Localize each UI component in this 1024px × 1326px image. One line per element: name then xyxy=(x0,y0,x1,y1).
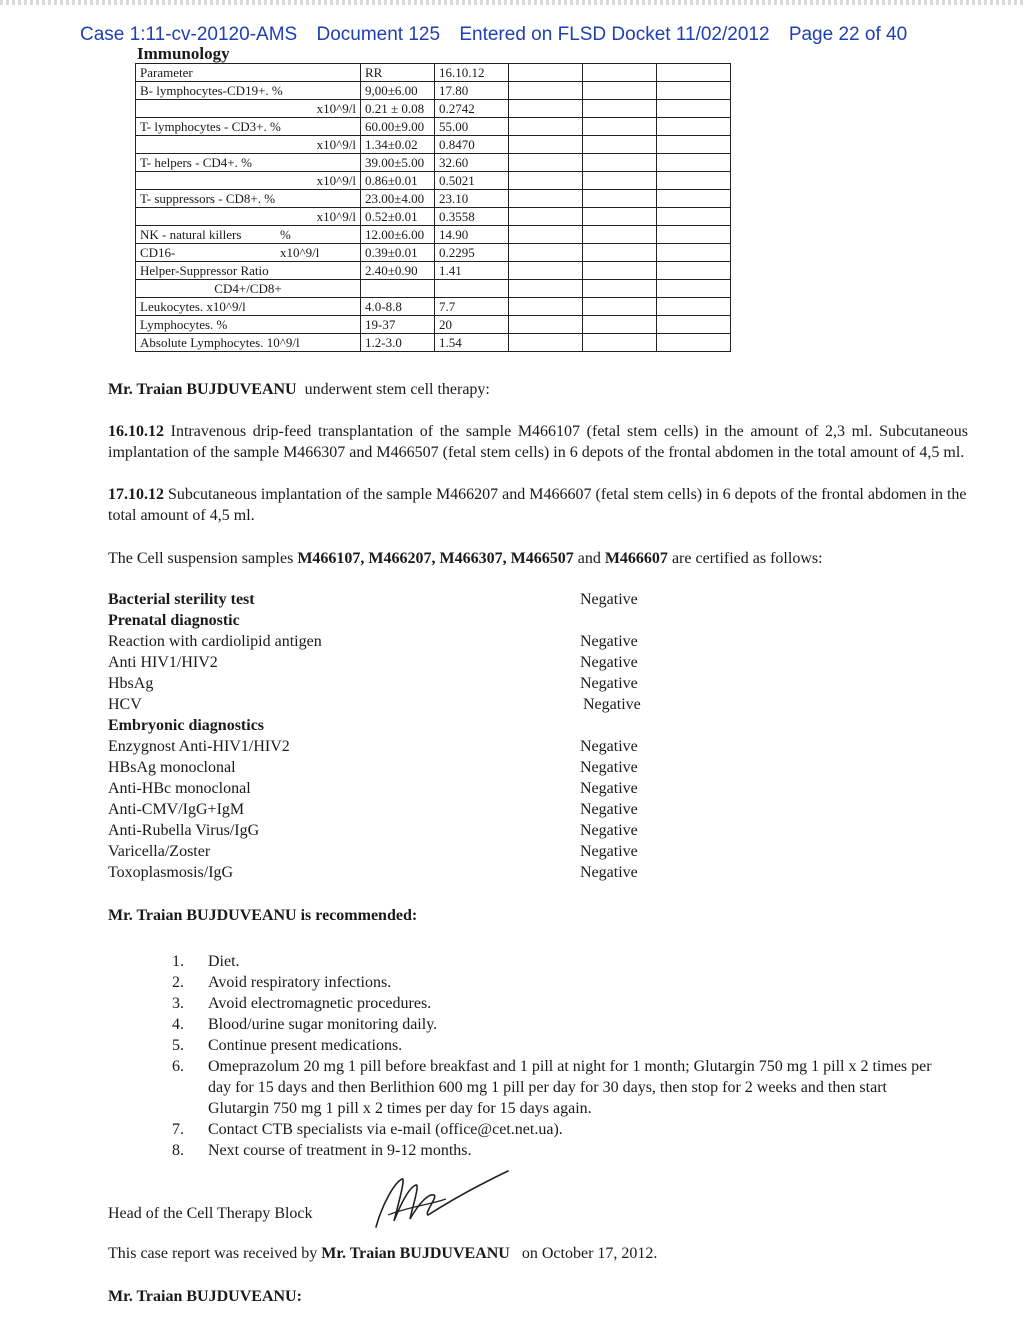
value-cell: 23.10 xyxy=(435,190,509,208)
empty-cell xyxy=(657,190,731,208)
empty-cell xyxy=(657,316,731,334)
list-item xyxy=(172,1035,932,1056)
param-label: CD16- xyxy=(140,245,176,260)
empty-cell xyxy=(583,244,657,262)
param-cell: Helper-Suppressor Ratio xyxy=(136,262,361,280)
list-text: Avoid electromagnetic procedures. xyxy=(208,995,432,1012)
list-number: 3. xyxy=(172,995,184,1012)
param-cell: B- lymphocytes-CD19+. % xyxy=(136,82,361,100)
empty-cell xyxy=(509,118,583,136)
empty-cell xyxy=(509,190,583,208)
head-of-block: Head of the Cell Therapy Block xyxy=(108,1205,313,1222)
list-item xyxy=(172,972,932,993)
table-row xyxy=(136,100,731,118)
table-row xyxy=(136,208,731,226)
empty-cell xyxy=(583,100,657,118)
cert-prefix: The Cell suspension samples xyxy=(108,550,294,567)
test-name: Enzygnost Anti-HIV1/HIV2 xyxy=(108,738,290,755)
empty-cell xyxy=(583,118,657,136)
list-number: 4. xyxy=(172,1016,184,1033)
table-row xyxy=(136,298,731,316)
patient-name: Mr. Traian BUJDUVEANU xyxy=(108,381,297,398)
list-text: Blood/urine sugar monitoring daily. xyxy=(208,1016,438,1033)
therapy-text-1: Intravenous drip-feed transplantation of the sample M466107 (fetal stem cells) in the amount of 2,3 ml. Subcutaneous implantation of the sample M466307 and M466507 (fetal stem cells) in 6 depots of the frontal abdomen in the total amount of 4,5 ml. xyxy=(108,423,968,461)
rr-cell: 1.2-3.0 xyxy=(361,334,435,352)
rr-cell: 0.21 ± 0.08 xyxy=(361,100,435,118)
cert-last-sample: M466607 xyxy=(604,550,668,567)
empty-cell xyxy=(657,82,731,100)
rr-cell: 0.86±0.01 xyxy=(361,172,435,190)
empty-cell xyxy=(657,154,731,172)
empty-cell xyxy=(583,280,657,298)
empty-cell xyxy=(657,136,731,154)
table-row xyxy=(136,316,731,334)
empty-cell xyxy=(657,298,731,316)
rr-cell: 19-37 xyxy=(361,316,435,334)
param-cell xyxy=(136,244,361,262)
empty-cell xyxy=(509,226,583,244)
value-cell: 0.8470 xyxy=(435,136,509,154)
param-cell: T- helpers - CD4+. % xyxy=(136,154,361,172)
list-number: 2. xyxy=(172,974,184,991)
rr-cell xyxy=(361,280,435,298)
empty-cell xyxy=(583,172,657,190)
col-parameter: Parameter xyxy=(136,64,361,82)
list-item xyxy=(172,951,932,972)
empty-cell xyxy=(657,226,731,244)
param-unit: % xyxy=(280,227,291,242)
param-cell xyxy=(136,226,361,244)
empty-cell xyxy=(657,208,731,226)
certification-line xyxy=(108,548,968,569)
list-number: 1. xyxy=(172,953,184,970)
rr-cell: 1.34±0.02 xyxy=(361,136,435,154)
test-result: Negative xyxy=(580,654,638,671)
list-item xyxy=(172,1014,932,1035)
case-number: Case 1:11-cv-20120-AMS xyxy=(80,24,298,45)
table-row xyxy=(136,280,731,298)
table-row xyxy=(136,136,731,154)
court-header xyxy=(80,24,960,46)
param-cell: Leukocytes. x10^9/l xyxy=(136,298,361,316)
closing-name: Mr. Traian BUJDUVEANU: xyxy=(108,1288,302,1305)
list-text: Next course of treatment in 9-12 months. xyxy=(208,1142,472,1159)
therapy-intro xyxy=(108,379,968,400)
value-cell: 32.60 xyxy=(435,154,509,172)
param-cell: T- lymphocytes - CD3+. % xyxy=(136,118,361,136)
rr-cell: 2.40±0.90 xyxy=(361,262,435,280)
test-result: Negative xyxy=(580,822,638,839)
therapy-date-1: 16.10.12 xyxy=(108,423,164,440)
empty-cell xyxy=(583,316,657,334)
table-row xyxy=(136,226,731,244)
empty-cell xyxy=(657,118,731,136)
empty-cell xyxy=(509,334,583,352)
test-result: Negative xyxy=(580,759,638,776)
received-suffix: on October 17, 2012. xyxy=(521,1245,658,1262)
empty-cell xyxy=(509,100,583,118)
therapy-day-2 xyxy=(108,484,968,526)
value-cell: 55.00 xyxy=(435,118,509,136)
test-name: Anti-CMV/IgG+IgM xyxy=(108,801,245,818)
recommendations-list xyxy=(172,951,932,1161)
test-result: Negative xyxy=(580,675,638,692)
immunology-table xyxy=(135,63,731,352)
test-name: HBsAg monoclonal xyxy=(108,759,236,776)
list-number: 7. xyxy=(172,1121,184,1138)
empty-cell xyxy=(657,280,731,298)
param-cell: x10^9/l xyxy=(136,136,361,154)
list-text: Avoid respiratory infections. xyxy=(208,974,392,991)
cert-samples: M466107, M466207, M466307, M466507 xyxy=(297,550,574,567)
test-result: Negative xyxy=(583,696,641,713)
empty-cell xyxy=(509,136,583,154)
param-cell: CD4+/CD8+ xyxy=(136,280,361,298)
embryonic-label: Embryonic diagnostics xyxy=(108,717,265,734)
rr-cell: 60.00±9.00 xyxy=(361,118,435,136)
therapy-date-2: 17.10.12 xyxy=(108,486,164,503)
value-cell: 20 xyxy=(435,316,509,334)
list-item xyxy=(172,1056,932,1119)
list-item xyxy=(172,993,932,1014)
list-number: 5. xyxy=(172,1037,184,1054)
table-row xyxy=(136,244,731,262)
value-cell: 7.7 xyxy=(435,298,509,316)
table-row xyxy=(136,262,731,280)
value-cell: 0.2742 xyxy=(435,100,509,118)
therapy-day-1 xyxy=(108,421,968,463)
value-cell xyxy=(435,280,509,298)
empty-cell xyxy=(657,244,731,262)
list-item xyxy=(172,1119,932,1140)
list-text: Omeprazolum 20 mg 1 pill before breakfast and 1 pill at night for 1 month; Glutargin 750 mg 1 pill x 2 times per day for 15 days and then Berlithion 600 mg 1 pill per day for 30 days, then stop for 2 weeks and then start Glutargin 750 mg 1 pill x 2 times per day for 15 days again. xyxy=(208,1058,932,1117)
table-row xyxy=(136,172,731,190)
value-cell: 1.41 xyxy=(435,262,509,280)
immunology-title: Immunology xyxy=(137,44,230,63)
scan-edge-line xyxy=(0,0,1024,5)
cert-suffix: are certified as follows: xyxy=(671,550,823,567)
col-date: 16.10.12 xyxy=(435,64,509,82)
test-name: Anti-Rubella Virus/IgG xyxy=(108,822,260,839)
test-result: Negative xyxy=(580,864,638,881)
list-text: Contact CTB specialists via e-mail (office@cet.net.ua). xyxy=(208,1121,563,1138)
bacterial-label: Bacterial sterility test xyxy=(108,591,255,608)
empty-cell xyxy=(509,154,583,172)
empty-cell xyxy=(583,136,657,154)
param-cell: Absolute Lymphocytes. 10^9/l xyxy=(136,334,361,352)
rr-cell: 0.39±0.01 xyxy=(361,244,435,262)
recommendations-title: Mr. Traian BUJDUVEANU is recommended: xyxy=(108,907,418,924)
list-number: 6. xyxy=(172,1058,184,1075)
empty-cell xyxy=(509,82,583,100)
list-item xyxy=(172,1140,932,1161)
empty-cell xyxy=(657,334,731,352)
document-number: Document 125 xyxy=(316,24,441,45)
test-result: Negative xyxy=(580,738,638,755)
test-result: Negative xyxy=(580,801,638,818)
rr-cell: 12.00±6.00 xyxy=(361,226,435,244)
test-name: Anti HIV1/HIV2 xyxy=(108,654,218,671)
empty-cell xyxy=(509,262,583,280)
table-row xyxy=(136,190,731,208)
empty-cell xyxy=(509,280,583,298)
table-row xyxy=(136,82,731,100)
table-row xyxy=(136,118,731,136)
empty-cell xyxy=(583,154,657,172)
table-row xyxy=(136,334,731,352)
empty-cell xyxy=(583,82,657,100)
empty-cell xyxy=(657,172,731,190)
test-name: Anti-HBc monoclonal xyxy=(108,780,251,797)
empty-cell xyxy=(509,172,583,190)
test-result: Negative xyxy=(580,843,638,860)
value-cell: 0.5021 xyxy=(435,172,509,190)
empty-cell xyxy=(583,190,657,208)
param-cell: x10^9/l xyxy=(136,100,361,118)
empty-cell xyxy=(583,298,657,316)
empty-cell xyxy=(657,64,731,82)
value-cell: 14.90 xyxy=(435,226,509,244)
test-name: Toxoplasmosis/IgG xyxy=(108,864,234,881)
rr-cell: 4.0-8.8 xyxy=(361,298,435,316)
prenatal-label: Prenatal diagnostic xyxy=(108,612,240,629)
rr-cell: 23.00±4.00 xyxy=(361,190,435,208)
received-line xyxy=(108,1245,657,1263)
received-prefix: This case report was received by xyxy=(108,1245,318,1262)
test-name: HbsAg xyxy=(108,675,154,692)
empty-cell xyxy=(509,208,583,226)
value-cell: 17.80 xyxy=(435,82,509,100)
param-cell: T- suppressors - CD8+. % xyxy=(136,190,361,208)
therapy-text-2: Subcutaneous implantation of the sample M466207 and M466607 (fetal stem cells) in 6 depots of the frontal abdomen in the total amount of 4,5 ml. xyxy=(108,486,967,524)
rr-cell: 39.00±5.00 xyxy=(361,154,435,172)
empty-cell xyxy=(509,64,583,82)
list-number: 8. xyxy=(172,1142,184,1159)
empty-cell xyxy=(509,316,583,334)
param-cell: x10^9/l xyxy=(136,172,361,190)
empty-cell xyxy=(657,100,731,118)
empty-cell xyxy=(583,334,657,352)
therapy-intro-text: underwent stem cell therapy: xyxy=(304,381,490,398)
docket-entry: Entered on FLSD Docket 11/02/2012 xyxy=(459,24,770,45)
signature-icon xyxy=(368,1165,518,1235)
value-cell: 0.3558 xyxy=(435,208,509,226)
cert-and: and xyxy=(577,550,601,567)
empty-cell xyxy=(657,262,731,280)
value-cell: 1.54 xyxy=(435,334,509,352)
param-unit: x10^9/l xyxy=(280,245,320,260)
page-number: Page 22 of 40 xyxy=(788,24,908,45)
empty-cell xyxy=(583,208,657,226)
rr-cell: 9,00±6.00 xyxy=(361,82,435,100)
empty-cell xyxy=(583,64,657,82)
list-text: Diet. xyxy=(208,953,240,970)
test-name: Varicella/Zoster xyxy=(108,843,211,860)
table-row xyxy=(136,154,731,172)
bacterial-result: Negative xyxy=(580,591,638,608)
table-header-row xyxy=(136,64,731,82)
value-cell: 0.2295 xyxy=(435,244,509,262)
test-name: Reaction with cardiolipid antigen xyxy=(108,633,322,650)
received-name: Mr. Traian BUJDUVEANU xyxy=(321,1245,510,1262)
empty-cell xyxy=(583,226,657,244)
param-label: NK - natural killers xyxy=(140,227,242,242)
test-result: Negative xyxy=(580,780,638,797)
param-cell: x10^9/l xyxy=(136,208,361,226)
col-rr: RR xyxy=(361,64,435,82)
test-name: HCV xyxy=(108,696,142,713)
empty-cell xyxy=(583,262,657,280)
rr-cell: 0.52±0.01 xyxy=(361,208,435,226)
empty-cell xyxy=(509,244,583,262)
param-cell: Lymphocytes. % xyxy=(136,316,361,334)
empty-cell xyxy=(509,298,583,316)
list-text: Continue present medications. xyxy=(208,1037,403,1054)
test-result: Negative xyxy=(580,633,638,650)
